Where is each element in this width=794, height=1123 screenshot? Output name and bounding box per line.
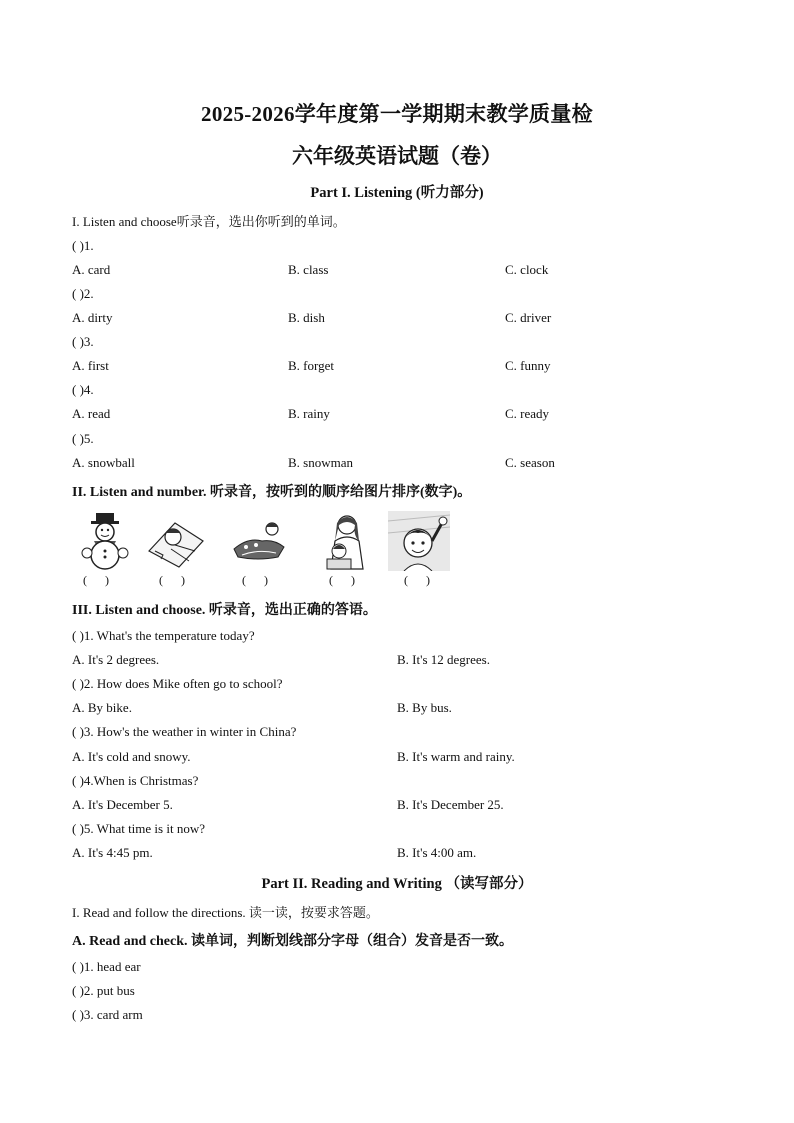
sectionA-item-2: ( )2. put bus [72,983,135,998]
s1-q4-option-c: C. ready [505,406,550,421]
s1-q5-option-a: A. snowball [72,455,135,470]
s1-q5-stem: ( )5. [72,431,94,446]
part2-instruction: I. Read and follow the directions. 读一读，按要求答题。 [72,905,379,920]
section3-instruction: III. Listen and choose. 听录音，选出正确的答语。 [72,603,377,618]
picture-5-blank[interactable]: ( ) [404,573,430,587]
s3-q4-stem: ( )4.When is Christmas? [72,773,199,788]
exam-title: 2025-2026学年度第一学期期末教学质量检 [201,102,593,126]
s3-q3-option-b: B. It's warm and rainy. [397,749,515,764]
s1-q5-option-b: B. snowman [288,455,353,470]
sectionA-item-1: ( )1. head ear [72,959,141,974]
s3-q2-option-a: A. By bike. [72,700,132,715]
s3-q4-option-a: A. It's December 5. [72,797,173,812]
s1-q2-option-b: B. dish [288,310,325,325]
s1-q2-stem: ( )2. [72,286,94,301]
s1-q4-option-b: B. rainy [288,406,330,421]
child-playing-in-snow-icon [228,511,290,571]
s1-q4-option-a: A. read [72,406,111,421]
s3-q4-option-b: B. It's December 25. [397,797,504,812]
s1-q1-option-a: A. card [72,262,111,277]
section1-instruction: I. Listen and choose听录音，选出你听到的单词。 [72,214,346,229]
part1-heading: Part I. Listening (听力部分) [310,185,484,201]
s3-q1-stem: ( )1. What's the temperature today? [72,628,255,643]
s3-q5-option-a: A. It's 4:45 pm. [72,845,153,860]
s3-q2-option-b: B. By bus. [397,700,452,715]
mother-and-child-icon [313,511,375,571]
s1-q1-option-b: B. class [288,262,329,277]
s1-q3-option-c: C. funny [505,358,551,373]
sectionA-item-3: ( )3. card arm [72,1007,143,1022]
picture-3-blank[interactable]: ( ) [242,573,268,587]
s1-q5-option-c: C. season [505,455,555,470]
s3-q5-option-b: B. It's 4:00 am. [397,845,477,860]
picture-2-blank[interactable]: ( ) [159,573,185,587]
section2-instruction: II. Listen and number. 听录音，按听到的顺序给图片排序(数字)。 [72,485,472,500]
s3-q2-stem: ( )2. How does Mike often go to school? [72,676,283,691]
picture-4-blank[interactable]: ( ) [329,573,355,587]
s1-q3-option-b: B. forget [288,358,334,373]
part2-heading: Part II. Reading and Writing （读写部分） [261,876,533,892]
s1-q3-stem: ( )3. [72,334,94,349]
s3-q3-option-a: A. It's cold and snowy. [72,749,191,764]
s3-q1-option-a: A. It's 2 degrees. [72,652,160,667]
s1-q4-stem: ( )4. [72,382,94,397]
s3-q3-stem: ( )3. How's the weather in winter in China? [72,724,297,739]
sectionA-instruction: A. Read and check. 读单词，判断划线部分字母（组合）发音是否一致。 [72,934,514,949]
s1-q1-option-c: C. clock [505,262,549,277]
s1-q1-stem: ( )1. [72,238,94,253]
snowman-icon [74,511,136,571]
s3-q5-stem: ( )5. What time is it now? [72,821,205,836]
s1-q2-option-a: A. dirty [72,310,113,325]
picture-1-blank[interactable]: ( ) [83,573,109,587]
s1-q3-option-a: A. first [72,358,109,373]
sick-child-in-bed-icon [145,511,207,571]
boy-waving-icon [388,511,450,571]
s3-q1-option-b: B. It's 12 degrees. [397,652,490,667]
s1-q2-option-c: C. driver [505,310,552,325]
exam-subtitle: 六年级英语试题（卷） [292,144,502,168]
